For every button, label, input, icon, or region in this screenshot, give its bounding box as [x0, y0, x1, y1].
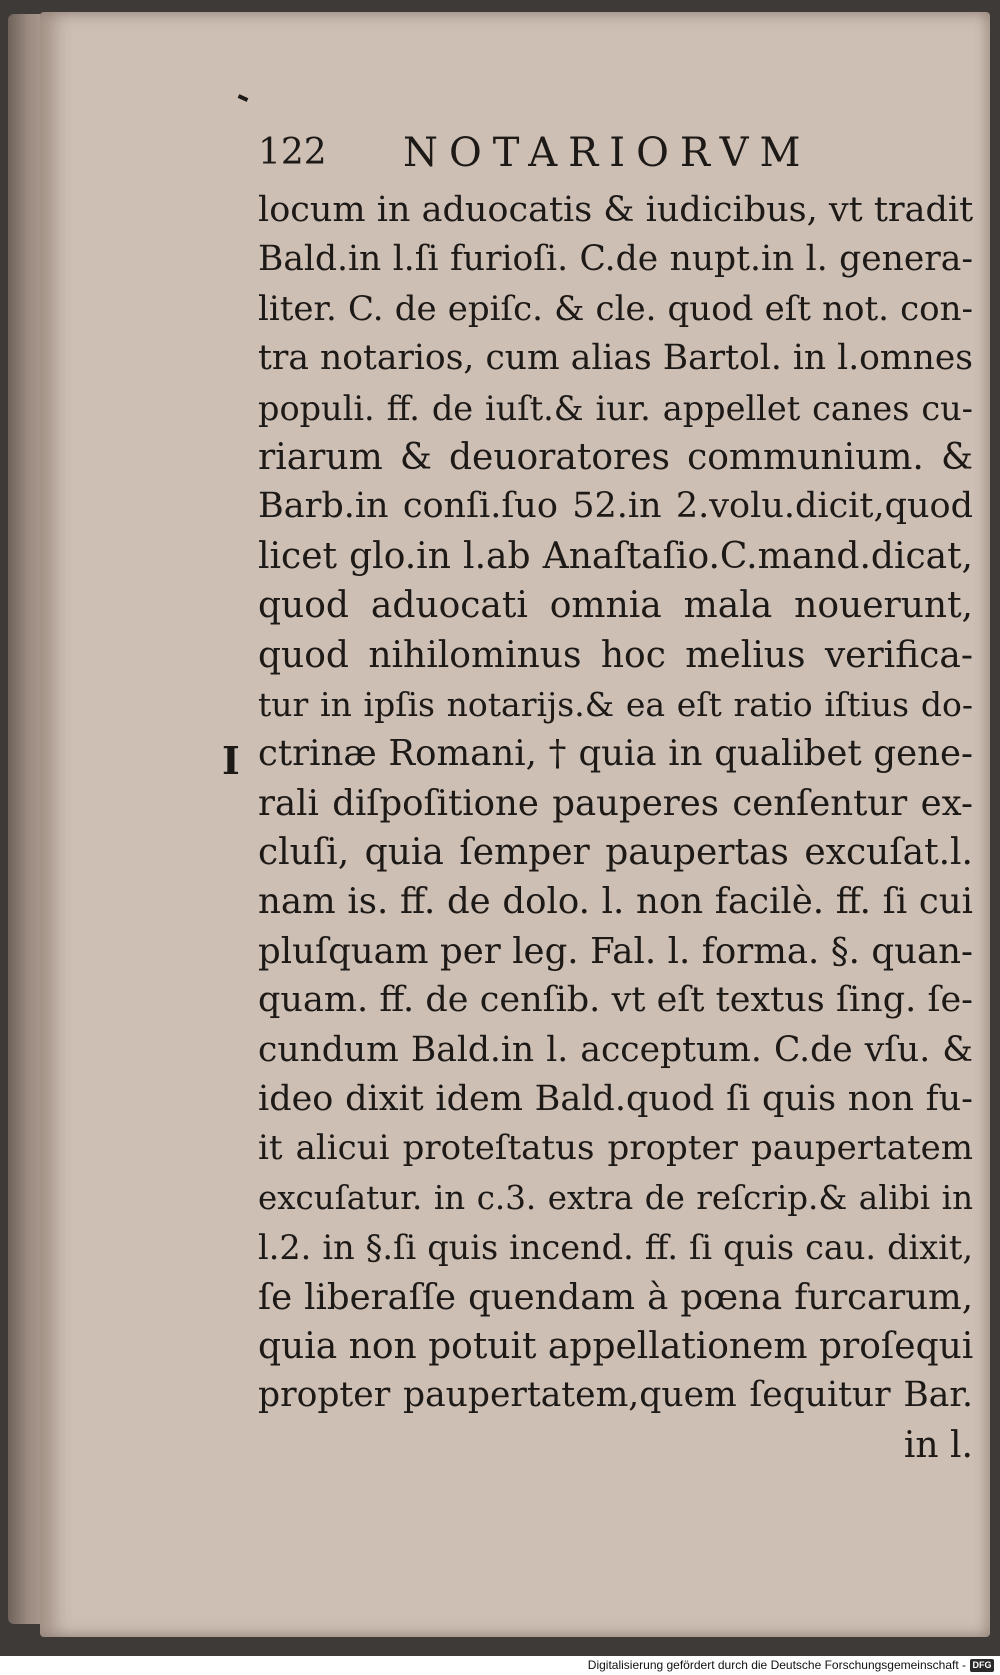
page-title: NOTARIORVM — [403, 130, 812, 176]
text-line: rali diſpoſitione pauperes cenſentur ex- — [258, 782, 973, 824]
text-line: quod aduocati omnia mala nouerunt, — [258, 585, 973, 627]
text-line: licet glo.in l.ab Anaſtaſio.C.mand.dicat, — [258, 535, 973, 577]
text-line: riarum & deuoratores communium. & — [258, 436, 973, 478]
running-head — [258, 128, 978, 178]
footer-credit: Digitalisierung gefördert durch die Deutsche Forschungsgemeinschaft - — [587, 1658, 966, 1672]
text-line: quod nihilominus hoc melius verifica- — [258, 634, 973, 676]
catchword: in l. — [903, 1424, 973, 1466]
text-line: quam. ff. de cenſib. vt eſt textus ſing. ſe- — [258, 980, 973, 1021]
text-line: nam is. ff. de dolo. l. non facilè. ff. ſi cui — [258, 881, 973, 923]
text-line: cundum Bald.in l. acceptum. C.de vſu. & — [258, 1029, 973, 1070]
text-line: excuſatur. in c.3. extra de reſcrip.& alibi in — [258, 1178, 973, 1217]
text-line: locum in aduocatis & iudicibus, vt tradit — [258, 190, 974, 230]
text-line: ctrinæ Romani, † quia in qualibet gene- — [258, 733, 973, 775]
dfg-logo: DFG — [970, 1659, 994, 1672]
margin-note: I — [222, 738, 240, 783]
text-line: tra notarios, cum alias Bartol. in l.omnes — [258, 338, 973, 379]
text-line: propter paupertatem,quem ſequitur Bar. — [258, 1375, 973, 1416]
text-line: cluſi, quia ſemper paupertas excuſat.l. — [258, 832, 973, 874]
text-line: quia non potuit appellationem proſequi — [258, 1325, 974, 1367]
text-line: ideo dixit idem Bald.quod ſi quis non fu- — [258, 1079, 973, 1120]
text-line: Bald.in l.ſi furioſi. C.de nupt.in l. genera- — [258, 239, 973, 280]
text-line: populi. ff. de iuſt.& iur. appellet canes cu- — [258, 388, 973, 428]
text-line: pluſquam per leg. Fal. l. forma. §. quan- — [258, 930, 973, 972]
page-number: 122 — [258, 132, 327, 173]
text-line: ſe liberaſſe quendam à pœna furcarum, — [258, 1276, 973, 1318]
text-line: it alicui proteſtatus propter paupertatem — [258, 1128, 973, 1169]
text-line: liter. C. de epiſc. & cle. quod eſt not. con- — [258, 288, 973, 329]
text-line: l.2. in §.ſi quis incend. ff. ſi quis cau. dixit, — [258, 1228, 973, 1268]
text-line: tur in ipſis notarijs.& ea eſt ratio iſtius do- — [258, 684, 973, 724]
text-line: Barb.in conſi.ſuo 52.in 2.volu.dicit,quod — [258, 486, 973, 527]
body-text — [258, 186, 973, 1470]
